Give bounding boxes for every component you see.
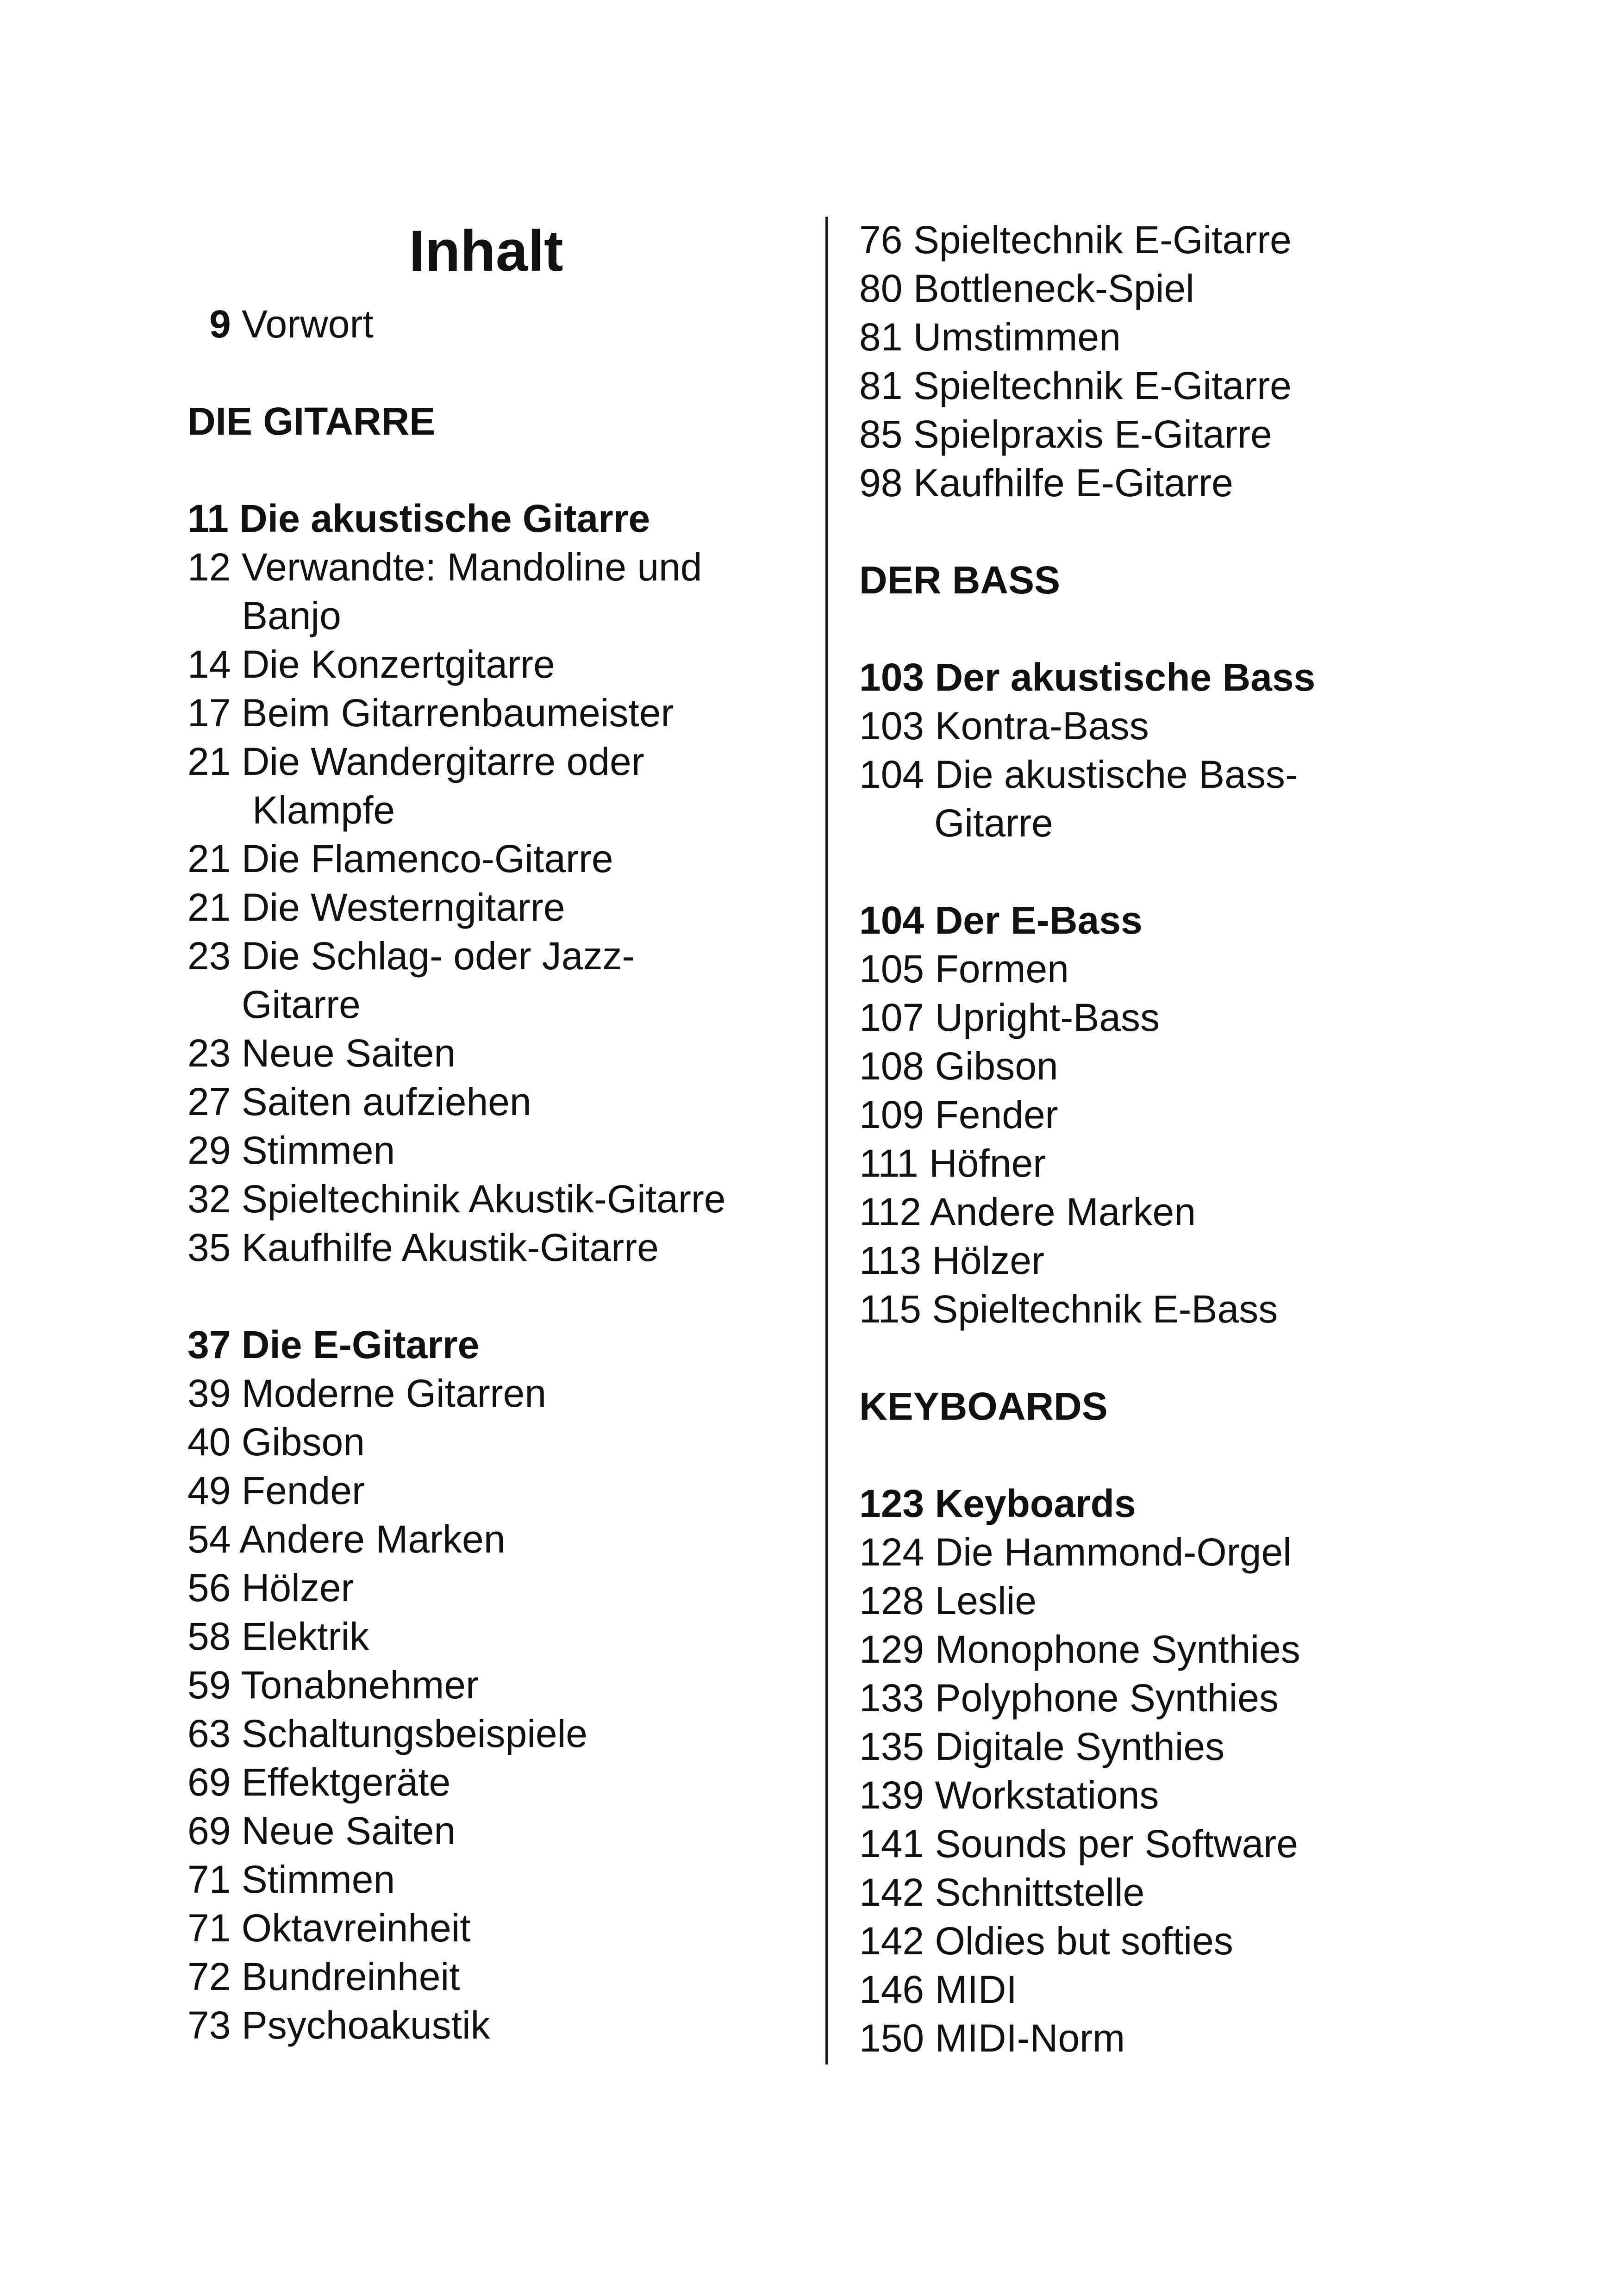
toc-entry: 49 Fender [187, 1469, 365, 1512]
toc-entry: 139 Workstations [859, 1773, 1159, 1817]
toc-entry-continuation: Banjo [242, 594, 341, 637]
chapter-heading: 123 Keyboards [859, 1482, 1136, 1525]
toc-entry: 76 Spieltechnik E-Gitarre [859, 218, 1292, 262]
toc-entry: 21 Die Wandergitarre oder [187, 740, 644, 783]
toc-entry: 17 Beim Gitarrenbaumeister [187, 691, 674, 735]
toc-entry: 128 Leslie [859, 1579, 1037, 1622]
entry-title: Vorwort [242, 302, 374, 346]
toc-entry: 109 Fender [859, 1093, 1058, 1136]
toc-entry: 27 Saiten aufziehen [187, 1080, 531, 1123]
spacer [859, 605, 1507, 653]
toc-entry: 142 Schnittstelle [859, 1871, 1145, 1914]
toc-entry: 12 Verwandte: Mandoline und [187, 545, 702, 589]
toc-entry-continuation: Gitarre [934, 801, 1053, 845]
toc-entry-continuation: Klampfe [252, 788, 395, 832]
toc-entry: 81 Spieltechnik E-Gitarre [859, 364, 1292, 407]
toc-left-column [187, 300, 808, 2050]
spacer [187, 1272, 808, 1321]
toc-entry: 135 Digitale Synthies [859, 1725, 1225, 1768]
toc-entry: 23 Neue Saiten [187, 1031, 456, 1075]
toc-entry: 21 Die Westerngitarre [187, 886, 565, 929]
column-divider [825, 217, 828, 2064]
toc-entry-continuation: Gitarre [242, 983, 361, 1026]
chapter-heading: 11 Die akustische Gitarre [187, 497, 650, 540]
toc-entry: 23 Die Schlag- oder Jazz- [187, 934, 635, 978]
toc-entry: 142 Oldies but softies [859, 1919, 1233, 1963]
page-title: Inhalt [409, 219, 563, 283]
toc-entry: 111 Höfner [859, 1141, 1046, 1185]
toc-entry: 113 Hölzer [859, 1239, 1044, 1282]
toc-entry: 150 MIDI-Norm [859, 2016, 1125, 2060]
chapter-heading: 103 Der akustische Bass [859, 655, 1316, 699]
spacer [859, 1334, 1507, 1382]
toc-entry: 58 Elektrik [187, 1615, 369, 1658]
spacer [187, 446, 808, 494]
section-heading-bass: DER BASS [859, 558, 1061, 602]
toc-entry: 21 Die Flamenco-Gitarre [187, 837, 613, 880]
toc-entry: 71 Oktavreinheit [187, 1906, 471, 1950]
toc-entry-preface [187, 300, 808, 349]
toc-entry: 56 Hölzer [187, 1566, 354, 1609]
toc-entry: 115 Spieltechnik E-Bass [859, 1287, 1278, 1331]
spacer [859, 507, 1507, 556]
section-heading-keyboards: KEYBOARDS [859, 1384, 1108, 1428]
toc-entry: 105 Formen [859, 947, 1069, 991]
toc-entry: 59 Tonabnehmer [187, 1663, 479, 1707]
toc-entry: 98 Kaufhilfe E-Gitarre [859, 461, 1233, 505]
toc-entry: 124 Die Hammond-Orgel [859, 1530, 1292, 1574]
spacer [187, 349, 808, 397]
toc-entry: 71 Stimmen [187, 1858, 395, 1901]
toc-entry: 73 Psychoakustik [187, 2003, 490, 2047]
toc-entry: 35 Kaufhilfe Akustik-Gitarre [187, 1226, 659, 1269]
toc-entry: 39 Moderne Gitarren [187, 1372, 547, 1415]
toc-entry: 133 Polyphone Synthies [859, 1676, 1279, 1720]
section-heading-gitarre: DIE GITARRE [187, 399, 436, 443]
toc-entry: 32 Spieltechinik Akustik-Gitarre [187, 1177, 726, 1221]
spacer [859, 1431, 1507, 1479]
spacer [859, 848, 1507, 896]
chapter-heading: 37 Die E-Gitarre [187, 1323, 480, 1366]
chapter-heading: 104 Der E-Bass [859, 898, 1143, 942]
toc-entry: 104 Die akustische Bass- [859, 753, 1298, 796]
toc-entry: 103 Kontra-Bass [859, 704, 1149, 748]
toc-entry: 129 Monophone Synthies [859, 1628, 1300, 1671]
toc-entry: 80 Bottleneck-Spiel [859, 267, 1194, 310]
page-number: 9 [209, 302, 231, 346]
toc-entry: 69 Neue Saiten [187, 1809, 456, 1852]
toc-entry: 29 Stimmen [187, 1129, 395, 1172]
toc-entry: 85 Spielpraxis E-Gitarre [859, 412, 1272, 456]
toc-entry: 141 Sounds per Software [859, 1822, 1298, 1865]
toc-entry: 54 Andere Marken [187, 1517, 506, 1561]
toc-entry: 112 Andere Marken [859, 1190, 1196, 1234]
toc-right-column [859, 216, 1507, 2063]
toc-entry: 108 Gibson [859, 1044, 1058, 1088]
toc-entry: 146 MIDI [859, 1968, 1017, 2011]
toc-entry: 69 Effektgeräte [187, 1760, 451, 1804]
toc-entry: 40 Gibson [187, 1420, 365, 1464]
toc-entry: 63 Schaltungsbeispiele [187, 1712, 587, 1755]
toc-entry: 14 Die Konzertgitarre [187, 642, 555, 686]
toc-entry: 81 Umstimmen [859, 315, 1121, 359]
toc-entry: 72 Bundreinheit [187, 1955, 460, 1998]
toc-entry: 107 Upright-Bass [859, 996, 1160, 1039]
